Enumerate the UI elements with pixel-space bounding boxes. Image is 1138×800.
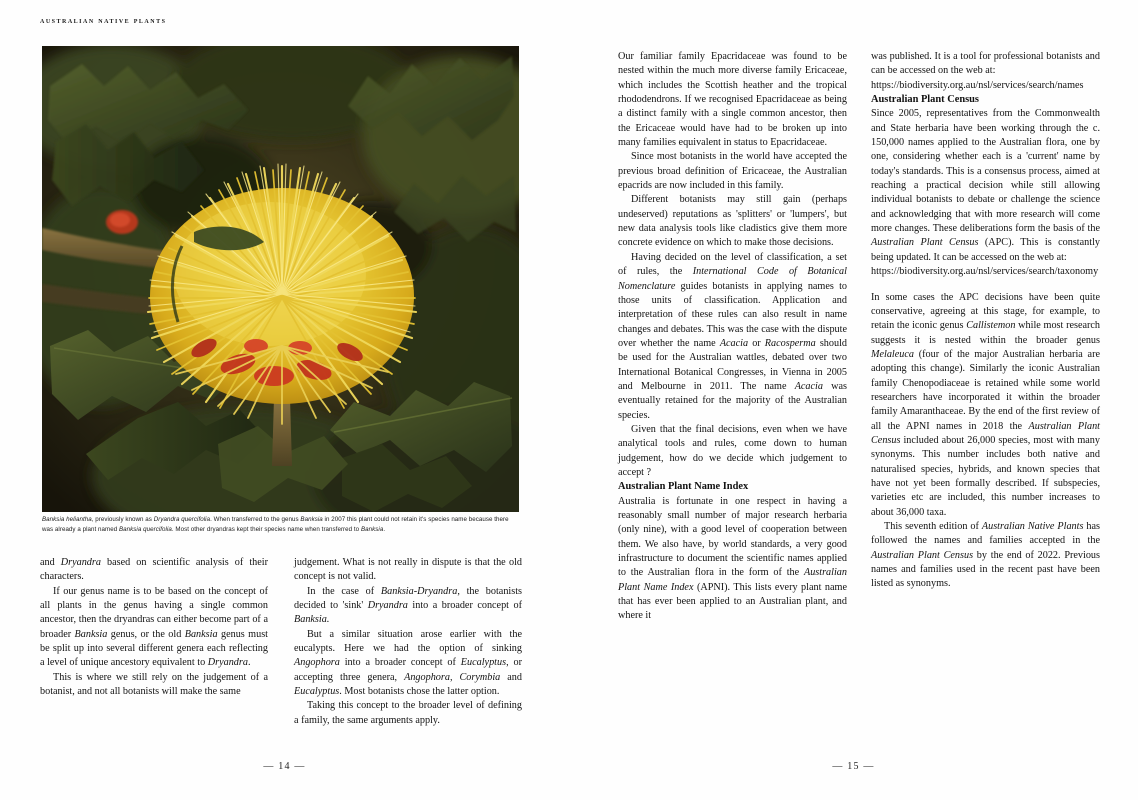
paragraph: Having decided on the level of classification, a set of rules, the International Code of Botanical Nomenclature guides botanists in applying names to those units of classification. Application and interpretation of these rules can also result in name changes and debates. This was the case with the dispute over whether the name Acacia or Racosperma should be used for the Australian wattles, debated over two International Botanical Congresses, in Vienna in 2005 and Melbourne in 2011. The name Acacia was eventually retained for the majority of the Australian species. bbox=[618, 251, 848, 421]
right-page bbox=[569, 0, 1138, 800]
heading-australian-plant-census: Australian Plant Census bbox=[871, 94, 979, 106]
photo-caption: Banksia heliantha, previously known as Dryandra quercifolia. When transferred to the genus Banksia in 2007 this plant could not retain it's species name because there was already a plant named Banksia quercifolia. Most other dryandras kept their species name when transferred to Banksia. bbox=[42, 516, 509, 533]
heading-australian-plant-name-index: Australian Plant Name Index bbox=[618, 481, 749, 493]
caption-genus-1: Banksia bbox=[300, 516, 323, 523]
caption-species-1: Banksia heliantha bbox=[42, 516, 92, 523]
paragraph: If our genus name is to be based on the concept of all plants in the genus having a single common ancestor, then the dryandras can either become part of a broader Banksia genus, or the old Banksia genus must be split up into several different genera each reflecting a level of unique ancestory equivalent to Dryandra. bbox=[40, 585, 268, 669]
right-column-2 bbox=[871, 50, 1100, 592]
paragraph: Australia is fortunate in one respect in having a reasonably small number of major research herbaria (only nine), with a good level of cooperation between them. We also have, by world standards, a very good infrastructure to document the scientific names applied to the Australian flora in the form of the Australian Plant Name Index (APNI). This lists every plant name that has ever been applied to an Australian plant, and where it bbox=[618, 495, 847, 622]
paragraph: This seventh edition of Australian Native Plants has followed the names and families accepted in the Australian Plant Census by the end of 2022. Previous names and families used in the recent past have been listed as synonyms. bbox=[871, 521, 1100, 590]
folio-left: — 14 — bbox=[263, 761, 306, 772]
paragraph: In some cases the APC decisions have been quite conservative, agreeing at this stage, for example, to retain the iconic genus Callistemon while most research suggests it is nested within the broader genus Melaleuca (four of the major Australian herbaria are adopting this change). Similarly the iconic Australian family Chenopodiaceae is retained while some world researchers have incorporated it within the broader family Amaranthaceae. By the end of the first review of all the APNI names in 2018 the Australian Plant Census included about 26,000 species, most with many synonyms. This number includes both native and naturalised species, hybrids, and known species that have not yet been formally described. If subspecies, varieties etc are included, this number increases to about 36,000 taxa. bbox=[871, 291, 1101, 518]
caption-genus-2: Banksia bbox=[360, 525, 384, 533]
paragraph: But a similar situation arose earlier with the eucalypts. Here we had the option of sinking Angophora into a broader concept of Eucalyptus, or accepting three genera, Angophora, Corymbia and Eucalyptus. Most botanists chose the latter option. bbox=[294, 628, 522, 698]
url-apc[interactable]: https://biodiversity.org.au/nsl/services/search/taxonomy bbox=[871, 266, 1099, 278]
caption-species-2: Dryandra quercifolia bbox=[153, 516, 211, 523]
caption-species-3: Banksia quercifolia bbox=[118, 525, 172, 533]
paragraph: Given that the final decisions, even when we have analytical tools and rules, come down to human judgement, how do we decide which judgement to accept ? bbox=[618, 423, 847, 478]
running-head: australian native plants bbox=[40, 16, 167, 25]
paragraph: In the case of Banksia-Dryandra, the botanists decided to 'sink' Dryandra into a broader concept of Banksia. bbox=[294, 585, 523, 626]
paragraph: was published. It is a tool for professional botanists and can be accessed on the web at: bbox=[871, 51, 1100, 77]
paragraph: This is where we still rely on the judgement of a botanist, and not all botanists will make the same bbox=[40, 671, 268, 698]
banksia-heliantha-photograph bbox=[42, 46, 519, 512]
left-page-columns bbox=[40, 556, 522, 756]
paragraph: Since most botanists in the world have accepted the previous broad definition of Ericaceae, the Australian epacrids are now included in this family. bbox=[618, 151, 847, 192]
spacer bbox=[871, 280, 1100, 291]
paragraph: Taking this concept to the broader level of defining a family, the same arguments apply. bbox=[294, 700, 522, 726]
paragraph: Our familiar family Epacridaceae was found to be nested within the much more diverse family Ericaceae, which includes the Scottish heather and the tropical rhododendrons. If we recognised Epacridaceae as being a distinct family with a single common ancestor, then the Ericaceae would have had to be broken up into many families equivalent in status to Epacridaceae. bbox=[618, 51, 847, 149]
paragraph: Since 2005, representatives from the Commonwealth and State herbaria have been working through the c. 150,000 names applied to the Australian flora, one by one, considering whether each is a 'current' name by today's standards. This is a consensus process, aimed at reaching a practical decision while still allowing individual botanists to debate or challenge the science and acknowledging that with more research will come more changes. These deliberations form the basis of the Australian Plant Census (APC). This is constantly being updated. It can be accessed on the web at: bbox=[871, 108, 1100, 263]
right-page-columns bbox=[618, 50, 1100, 750]
left-column-2 bbox=[294, 556, 522, 728]
paragraph: and Dryandra based on scientific analysis of their characters. bbox=[40, 557, 268, 583]
url-apni[interactable]: https://biodiversity.org.au/nsl/services/search/names bbox=[871, 79, 1084, 91]
paragraph: judgement. What is not really in dispute is that the old concept is not valid. bbox=[294, 557, 522, 583]
paragraph: Different botanists may still gain (perhaps undeserved) reputations as 'splitters' or 'lumpers', but new data analysis tools like cladistics give them more concrete evidence on which to make those decisions. bbox=[618, 194, 847, 249]
right-column-1 bbox=[618, 50, 847, 624]
folio-right: — 15 — bbox=[832, 761, 875, 772]
left-column-1 bbox=[40, 556, 268, 699]
